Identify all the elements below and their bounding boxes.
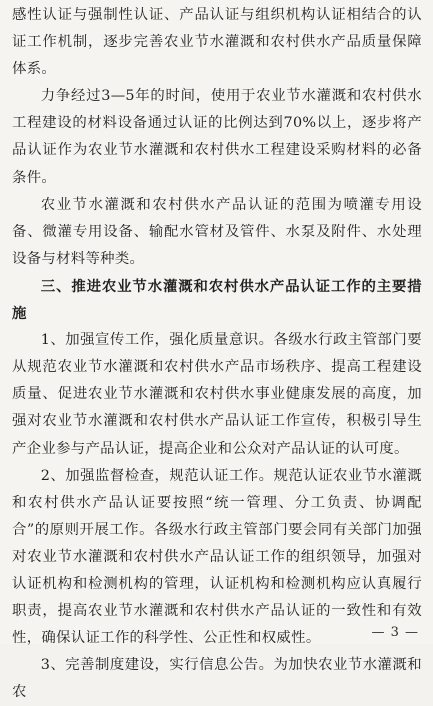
paragraph-measure-3: 3、完善制度建设，实行信息公告。为加快农业节水灌溉和农	[12, 657, 422, 701]
paragraph-continued: 感性认证与强制性认证、产品认证与组织机构认证相结合的认证工作机制，逐步完善农业节水灌溉和农村供水产品质量保障体系。	[12, 7, 422, 78]
document-body	[12, 2, 422, 706]
paragraph-target: 力争经过3—5年的时间，使用于农业节水灌溉和农村供水工程建设的材料设备通过认证的比例达到70%以上，逐步将产品认证作为农业节水灌溉和农村供水工程建设采购材料的必备条件。	[12, 88, 422, 186]
page-number: — 3 —	[371, 625, 419, 640]
section-heading: 三、推进农业节水灌溉和农村供水产品认证工作的主要措施	[12, 277, 422, 323]
paragraph-measure-1: 1、加强宣传工作，强化质量意识。各级水行政主管部门要从规范农业节水灌溉和农村供水产品市场秩序、提高工程建设质量、促进农业节水灌溉和农村供水事业健康发展的高度，加强对农业节水灌溉和农村供水产品认证工作宣传，积极引导生产企业参与产品认证，提高企业和公众对产品认证的认可度。	[12, 332, 422, 457]
paragraph-measure-2: 2、加强监督检查，规范认证工作。规范认证农业节水灌溉和农村供水产品认证要按照“统一管理、分工负责、协调配合”的原则开展工作。各级水行政主管部门要会同有关部门加强对农业节水灌溉和农村供水产品认证工作的组织领导，加强对认证机构和检测机构的管理，认证机构和检测机构应认真履行职责，提高农业节水灌溉和农村供水产品认证的一致性和有效性，确保认证工作的科学性、公正性和权威性。	[12, 467, 422, 647]
paragraph-scope: 农业节水灌溉和农村供水产品认证的范围为喷灌专用设备、微灌专用设备、输配水管材及管件、水泵及附件、水处理设备与材料等种类。	[12, 196, 422, 267]
